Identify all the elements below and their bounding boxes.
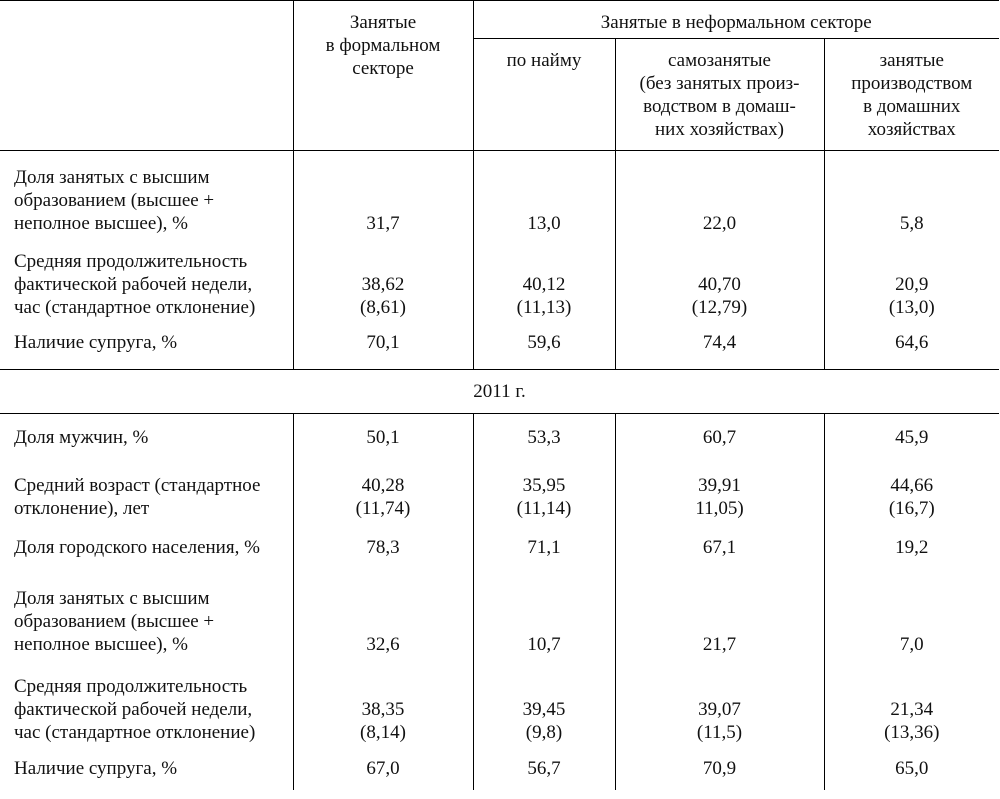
- table-row: [0, 151, 999, 237]
- row-label: Доля занятых с высшим образованием (высшее + неполное высшее), %: [0, 570, 293, 662]
- table-row: [0, 662, 999, 748]
- cell-household: 7,0: [899, 633, 924, 655]
- cell-hired: 39,45 (9,8): [473, 662, 615, 748]
- cell-formal: 40,28 (11,74): [293, 462, 473, 526]
- cell-self-employed: 39,07 (11,5): [615, 662, 824, 748]
- year-label: 2011 г.: [0, 370, 999, 414]
- table-row: [0, 462, 999, 526]
- row-label: Наличие супруга, %: [0, 748, 293, 790]
- header-hired: по найму: [473, 39, 615, 151]
- cell-household: 19,2: [895, 537, 929, 558]
- cell-household: 21,34 (13,36): [884, 698, 940, 743]
- cell-household: 45,9: [895, 427, 929, 449]
- cell-hired: 35,95 (11,14): [473, 462, 615, 526]
- cell-formal: 31,7: [293, 151, 473, 237]
- cell-formal: 38,35 (8,14): [293, 662, 473, 748]
- row-label: Средний возраст (стандартное отклонение), лет: [0, 462, 293, 526]
- cell-household: 5,8: [899, 212, 924, 234]
- cell-hired: 53,3: [473, 414, 615, 462]
- cell-hired: 13,0: [473, 151, 615, 237]
- cell-hired: 71,1: [473, 526, 615, 570]
- header-empty-cell: [0, 1, 293, 151]
- cell-self-employed: 70,9: [615, 748, 824, 790]
- cell-hired: 56,7: [473, 748, 615, 790]
- table-row: [0, 414, 999, 462]
- cell-formal: 70,1: [293, 323, 473, 370]
- cell-hired: 40,12 (11,13): [473, 237, 615, 323]
- cell-household: 64,6: [824, 323, 999, 370]
- cell-household: 65,0: [895, 758, 929, 779]
- row-label: Наличие супруга, %: [0, 323, 293, 370]
- cell-household: 44,66 (16,7): [888, 474, 935, 519]
- cell-self-employed: 40,70 (12,79): [615, 237, 824, 323]
- cell-self-employed: 60,7: [615, 414, 824, 462]
- header-self-employed: самозанятые (без занятых произ- водством в домаш- них хозяйствах): [615, 39, 824, 151]
- row-label: Доля городского населения, %: [0, 526, 293, 570]
- row-label: Доля занятых с высшим образованием (высшее + неполное высшее), %: [0, 151, 293, 237]
- cell-hired: 59,6: [473, 323, 615, 370]
- cell-self-employed: 39,91 11,05): [615, 462, 824, 526]
- cell-formal: 67,0: [293, 748, 473, 790]
- row-label: Средняя продолжительность фактической рабочей недели, час (стандартное отклонение): [0, 237, 293, 323]
- cell-hired: 10,7: [473, 570, 615, 662]
- cell-formal: 32,6: [293, 570, 473, 662]
- year-row: [0, 370, 999, 414]
- header-formal: Занятые в формальном секторе: [293, 1, 473, 151]
- cell-self-employed: 21,7: [615, 570, 824, 662]
- header-informal: Занятые в неформальном секторе: [473, 1, 999, 39]
- cell-formal: 78,3: [293, 526, 473, 570]
- cell-formal: 50,1: [293, 414, 473, 462]
- table-row: [0, 748, 999, 790]
- cell-self-employed: 22,0: [615, 151, 824, 237]
- cell-self-employed: 74,4: [615, 323, 824, 370]
- cell-self-employed: 67,1: [615, 526, 824, 570]
- table-row: [0, 526, 999, 570]
- cell-formal: 38,62 (8,61): [293, 237, 473, 323]
- row-label: Средняя продолжительность фактической рабочей недели, час (стандартное отклонение): [0, 662, 293, 748]
- header-household: занятые производством в домашних хозяйствах: [824, 39, 999, 151]
- table-row: [0, 570, 999, 662]
- cell-household: 20,9 (13,0): [888, 273, 935, 318]
- table-row: [0, 237, 999, 323]
- row-label: Доля мужчин, %: [0, 414, 293, 462]
- table-row: [0, 323, 999, 370]
